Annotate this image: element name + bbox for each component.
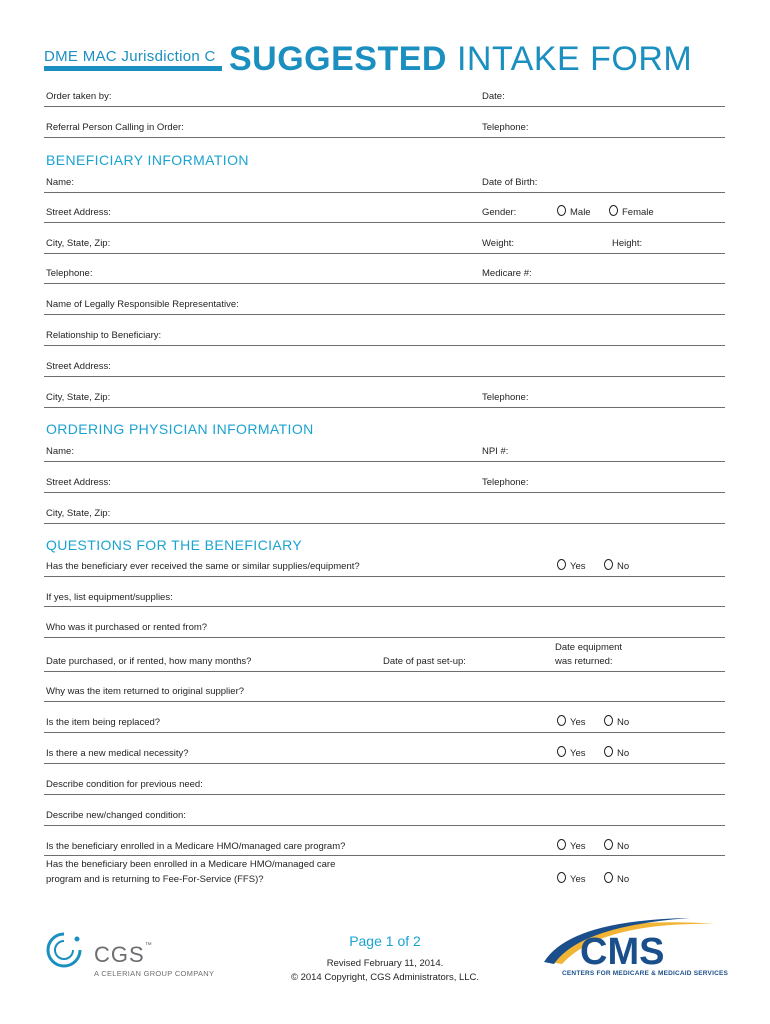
q11-no-label: No (617, 874, 630, 885)
q10-yes-label: Yes (570, 841, 586, 852)
q8-field[interactable] (44, 794, 725, 795)
beneficiary-name-label: Name: (46, 177, 74, 188)
rep-street-field[interactable] (44, 376, 725, 377)
q7-no-label: No (617, 748, 630, 759)
q3-label: Who was it purchased or rented from? (46, 622, 208, 633)
q10-no-radio[interactable] (604, 839, 613, 850)
cgs-name: CGS (94, 942, 145, 967)
physician-name-field[interactable] (44, 461, 725, 462)
female-radio[interactable] (609, 205, 618, 216)
beneficiary-heading: BENEFICIARY INFORMATION (46, 152, 249, 168)
rep-street-label: Street Address: (46, 361, 111, 372)
beneficiary-telephone-label: Telephone: (46, 268, 93, 279)
height-label: Height: (612, 238, 643, 249)
dob-label: Date of Birth: (482, 177, 538, 188)
q10-no-label: No (617, 841, 630, 852)
q7-yes-label: Yes (570, 748, 586, 759)
male-label: Male (570, 207, 591, 218)
date-label: Date: (482, 91, 505, 102)
q7-yes-radio[interactable] (557, 746, 566, 757)
q11-yes-label: Yes (570, 874, 586, 885)
relationship-label: Relationship to Beneficiary: (46, 330, 162, 341)
q10-yes-radio[interactable] (557, 839, 566, 850)
q1-label: Has the beneficiary ever received the same or similar supplies/equipment? (46, 561, 360, 572)
q10-field[interactable] (44, 855, 725, 856)
beneficiary-city-label: City, State, Zip: (46, 238, 111, 249)
beneficiary-street-field[interactable] (44, 222, 725, 223)
physician-city-label: City, State, Zip: (46, 508, 111, 519)
questions-heading: QUESTIONS FOR THE BENEFICIARY (46, 537, 303, 553)
header-underline (44, 66, 222, 71)
q6-no-radio[interactable] (604, 715, 613, 726)
cgs-trademark: ™ (144, 942, 153, 949)
physician-heading: ORDERING PHYSICIAN INFORMATION (46, 421, 314, 437)
q1-no-radio[interactable] (604, 559, 613, 570)
title-light: INTAKE FORM (456, 40, 693, 78)
q11-label-line1: Has the beneficiary been enrolled in a Medicare HMO/managed care (46, 859, 336, 870)
gender-label: Gender: (482, 207, 517, 218)
medicare-label: Medicare #: (482, 268, 532, 279)
physician-street-label: Street Address: (46, 477, 111, 488)
page-title (229, 40, 692, 79)
q1-no-label: No (617, 561, 630, 572)
beneficiary-name-field[interactable] (44, 192, 725, 193)
referral-telephone-label: Telephone: (482, 122, 529, 133)
q6-yes-label: Yes (570, 717, 586, 728)
q5-field[interactable] (44, 701, 725, 702)
revised-date: Revised February 11, 2014. (326, 958, 444, 969)
q11-yes-radio[interactable] (557, 872, 566, 883)
cgs-tagline: A CELERIAN GROUP COMPANY (94, 969, 215, 978)
q7-no-radio[interactable] (604, 746, 613, 757)
npi-label: NPI #: (482, 446, 509, 457)
beneficiary-street-label: Street Address: (46, 207, 111, 218)
q1-yes-radio[interactable] (557, 559, 566, 570)
q6-field[interactable] (44, 732, 725, 733)
q11-label-line2: program and is returning to Fee-For-Service (FFS)? (46, 874, 264, 885)
title-bold: SUGGESTED (229, 40, 447, 78)
cms-tagline: CENTERS FOR MEDICARE & MEDICAID SERVICES (562, 970, 729, 977)
rep-name-field[interactable] (44, 314, 725, 315)
physician-telephone-label: Telephone: (482, 477, 529, 488)
order-taken-by-field[interactable] (44, 106, 725, 107)
q2-label: If yes, list equipment/supplies: (46, 592, 173, 603)
female-label: Female (622, 207, 654, 218)
rep-name-label: Name of Legally Responsible Representative: (46, 299, 239, 310)
page-number: Page 1 of 2 (349, 933, 421, 949)
q7-label: Is there a new medical necessity? (46, 748, 189, 759)
jurisdiction-label: DME MAC Jurisdiction C (44, 48, 216, 65)
q9-label: Describe new/changed condition: (46, 810, 186, 821)
q9-field[interactable] (44, 825, 725, 826)
beneficiary-city-field[interactable] (44, 253, 725, 254)
q6-yes-radio[interactable] (557, 715, 566, 726)
q4-field[interactable] (44, 671, 725, 672)
order-taken-by-label: Order taken by: (46, 91, 112, 102)
footer-revision (270, 957, 500, 985)
q6-label: Is the item being replaced? (46, 717, 161, 728)
q1-field[interactable] (44, 576, 725, 577)
q11-no-radio[interactable] (604, 872, 613, 883)
q4c-label-line2: was returned: (555, 656, 613, 667)
copyright: © 2014 Copyright, CGS Administrators, LLC. (290, 972, 480, 983)
beneficiary-telephone-field[interactable] (44, 283, 725, 284)
q2-field[interactable] (44, 606, 725, 607)
physician-city-field[interactable] (44, 523, 725, 524)
referral-person-label: Referral Person Calling in Order: (46, 122, 184, 133)
q3-field[interactable] (44, 637, 725, 638)
q5-label: Why was the item returned to original supplier? (46, 686, 245, 697)
q7-field[interactable] (44, 763, 725, 764)
q10-label: Is the beneficiary enrolled in a Medicare HMO/managed care program? (46, 841, 346, 852)
male-radio[interactable] (557, 205, 566, 216)
cms-wordmark: CMS (580, 931, 665, 972)
rep-city-label: City, State, Zip: (46, 392, 111, 403)
physician-street-field[interactable] (44, 492, 725, 493)
q4-label: Date purchased, or if rented, how many months? (46, 656, 252, 667)
relationship-field[interactable] (44, 345, 725, 346)
q6-no-label: No (617, 717, 630, 728)
cgs-logo-icon (44, 930, 84, 975)
physician-name-label: Name: (46, 446, 74, 457)
rep-city-field[interactable] (44, 407, 725, 408)
q4b-label: Date of past set-up: (383, 656, 466, 667)
q8-label: Describe condition for previous need: (46, 779, 203, 790)
q4c-label-line1: Date equipment (555, 642, 623, 653)
q1-yes-label: Yes (570, 561, 586, 572)
weight-label: Weight: (482, 238, 515, 249)
referral-person-field[interactable] (44, 137, 725, 138)
cms-logo-icon (540, 912, 730, 977)
cgs-wordmark (94, 942, 153, 968)
rep-telephone-label: Telephone: (482, 392, 529, 403)
